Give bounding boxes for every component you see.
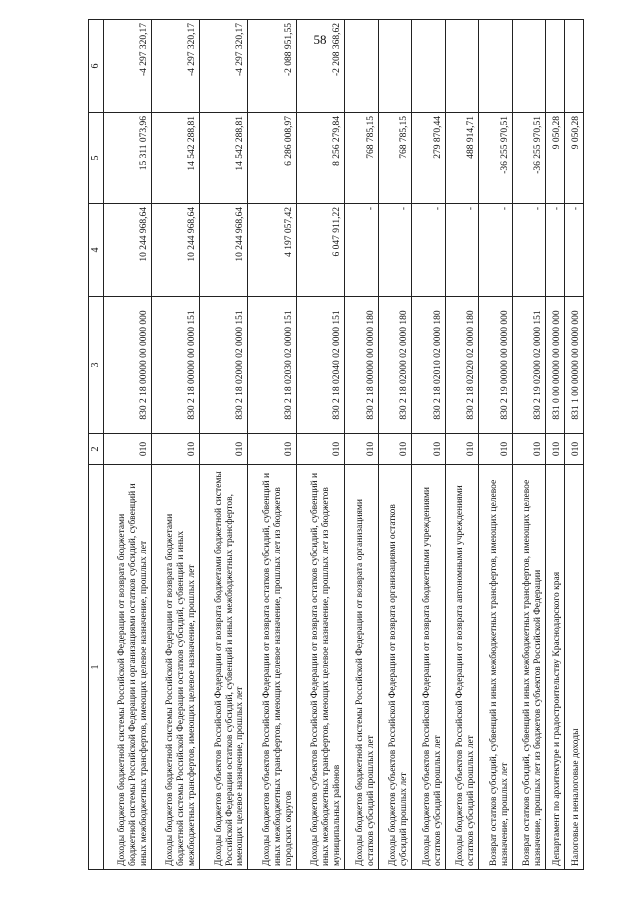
row-code2: 830 2 19 00000 00 0000 000 xyxy=(479,297,513,434)
row-name: Доходы бюджетов субъектов Российской Федерации от возврата бюджетами бюджетной системы Российской Федерации остатков субсидий, субвенций и иных межбюджетных трансфертов, имеющих целевое назначение, прошлых лет xyxy=(200,465,248,870)
row-name: Доходы бюджетов бюджетной системы Российской Федерации от возврата бюджетами бюджетной системы Российской Федерации и организациями остатков субсидий, субвенций и иных межбюджетных трансфертов, имеющих целевое назначение, прошлых лет xyxy=(103,465,151,870)
table-row xyxy=(479,20,513,870)
table-row xyxy=(344,20,378,870)
row-col5: 8 256 279,84 xyxy=(296,113,344,204)
row-col6: -4 297 320,17 xyxy=(200,20,248,113)
row-col6 xyxy=(565,20,584,113)
row-code2: 830 2 18 02000 02 0000 180 xyxy=(378,297,412,434)
row-col5: 15 311 073,96 xyxy=(103,113,151,204)
row-code1: 010 xyxy=(151,434,199,465)
header-col-4: 4 xyxy=(89,204,104,297)
table-row xyxy=(445,20,479,870)
table-row xyxy=(412,20,446,870)
row-col6 xyxy=(445,20,479,113)
row-col4: - xyxy=(479,204,513,297)
table-row xyxy=(512,20,546,870)
row-col5: 14 542 288,81 xyxy=(200,113,248,204)
row-name: Доходы бюджетов субъектов Российской Федерации от возврата организациями остатков субсидий прошлых лет xyxy=(378,465,412,870)
row-col5: -36 255 970,51 xyxy=(479,113,513,204)
row-col4: - xyxy=(565,204,584,297)
row-col4: 10 244 968,64 xyxy=(103,204,151,297)
table-row xyxy=(103,20,151,870)
row-name: Департамент по архитектуре и градостроительству Краснодарского края xyxy=(546,465,565,870)
row-code2: 830 2 18 02010 02 0000 180 xyxy=(412,297,446,434)
row-name: Налоговые и неналоговые доходы xyxy=(565,465,584,870)
row-col4: - xyxy=(378,204,412,297)
row-name: Доходы бюджетов субъектов Российской Федерации от возврата остатков субсидий, субвенций и иных межбюджетных трансфертов, имеющих целевое назначение, прошлых лет из бюджетов городских округов xyxy=(248,465,296,870)
row-col5: 9 050,28 xyxy=(565,113,584,204)
row-code1: 010 xyxy=(445,434,479,465)
row-name: Доходы бюджетов бюджетной системы Российской Федерации от возврата организациями остатков субсидий прошлых лет xyxy=(344,465,378,870)
row-code2: 830 2 18 02020 02 0000 180 xyxy=(445,297,479,434)
row-col6 xyxy=(378,20,412,113)
row-col4: 10 244 968,64 xyxy=(200,204,248,297)
row-name: Возврат остатков субсидий, субвенций и иных межбюджетных трансфертов, имеющих целевое назначение, прошлых лет xyxy=(479,465,513,870)
row-col4: - xyxy=(512,204,546,297)
row-col4: - xyxy=(546,204,565,297)
row-code2: 830 2 19 02000 02 0000 151 xyxy=(512,297,546,434)
row-code2: 830 2 18 02000 02 0000 151 xyxy=(200,297,248,434)
row-col5: 768 785,15 xyxy=(378,113,412,204)
row-col6 xyxy=(479,20,513,113)
row-name: Доходы бюджетов субъектов Российской Федерации от возврата остатков субсидий, субвенций и иных межбюджетных трансфертов, имеющих целевое назначение, прошлых лет из бюджетов муниципальных районов xyxy=(296,465,344,870)
table-row xyxy=(151,20,199,870)
row-code1: 010 xyxy=(512,434,546,465)
header-col-3: 3 xyxy=(89,297,104,434)
row-code2: 830 2 18 00000 00 0000 000 xyxy=(103,297,151,434)
row-code2: 831 0 00 00000 00 0000 000 xyxy=(546,297,565,434)
row-name: Доходы бюджетов бюджетной системы Российской Федерации от возврата бюджетами бюджетной системы Российской Федерации остатков субсидий, субвенций и иных межбюджетных трансфертов, имеющих целевое назначение, прошлых лет xyxy=(151,465,199,870)
row-code1: 010 xyxy=(412,434,446,465)
row-col6: -2 088 951,55 xyxy=(248,20,296,113)
row-code1: 010 xyxy=(479,434,513,465)
row-code2: 830 2 18 00000 00 0000 151 xyxy=(151,297,199,434)
row-code1: 010 xyxy=(248,434,296,465)
row-col4: 6 047 911,22 xyxy=(296,204,344,297)
row-col5: 9 050,28 xyxy=(546,113,565,204)
header-col-5: 5 xyxy=(89,113,104,204)
row-code1: 010 xyxy=(344,434,378,465)
table-row xyxy=(546,20,565,870)
row-col4: - xyxy=(445,204,479,297)
row-col4: 4 197 057,42 xyxy=(248,204,296,297)
table-row xyxy=(296,20,344,870)
row-col4: - xyxy=(412,204,446,297)
row-col5: 279 870,44 xyxy=(412,113,446,204)
table-row xyxy=(378,20,412,870)
row-col6: -4 297 320,17 xyxy=(103,20,151,113)
row-col6 xyxy=(512,20,546,113)
row-code1: 010 xyxy=(565,434,584,465)
row-code1: 010 xyxy=(378,434,412,465)
row-col5: 14 542 288,81 xyxy=(151,113,199,204)
row-col4: - xyxy=(344,204,378,297)
row-code2: 830 2 18 00000 00 0000 180 xyxy=(344,297,378,434)
budget-table xyxy=(88,19,584,870)
row-name: Доходы бюджетов субъектов Российской Федерации от возврата автономными учреждениями остатков субсидий прошлых лет xyxy=(445,465,479,870)
row-col5: 488 914,71 xyxy=(445,113,479,204)
row-code2: 830 2 18 02040 02 0000 151 xyxy=(296,297,344,434)
row-code1: 010 xyxy=(200,434,248,465)
row-code1: 010 xyxy=(546,434,565,465)
row-col6 xyxy=(546,20,565,113)
page-number: 58 xyxy=(313,32,327,47)
header-col-2: 2 xyxy=(89,434,104,465)
table-row xyxy=(200,20,248,870)
row-code1: 010 xyxy=(296,434,344,465)
row-name: Доходы бюджетов субъектов Российской Федерации от возврата бюджетными учреждениями остатков субсидий прошлых лет xyxy=(412,465,446,870)
header-col-6: 6 xyxy=(89,20,104,113)
row-col4: 10 244 968,64 xyxy=(151,204,199,297)
row-col6: -4 297 320,17 xyxy=(151,20,199,113)
row-col6 xyxy=(344,20,378,113)
table-row xyxy=(565,20,584,870)
table-header-row xyxy=(89,20,104,870)
row-col5: 768 785,15 xyxy=(344,113,378,204)
row-code1: 010 xyxy=(103,434,151,465)
row-col6 xyxy=(412,20,446,113)
row-code2: 831 1 00 00000 00 0000 000 xyxy=(565,297,584,434)
header-col-1: 1 xyxy=(89,465,104,870)
row-name: Возврат остатков субсидий, субвенций и иных межбюджетных трансфертов, имеющих целевое назначение, прошлых лет из бюджетов субъектов Российской Федерации xyxy=(512,465,546,870)
table-row xyxy=(248,20,296,870)
row-col5: 6 286 008,97 xyxy=(248,113,296,204)
row-col6: -2 208 368,62 xyxy=(296,20,344,113)
row-col5: -36 255 970,51 xyxy=(512,113,546,204)
row-code2: 830 2 18 02030 02 0000 151 xyxy=(248,297,296,434)
